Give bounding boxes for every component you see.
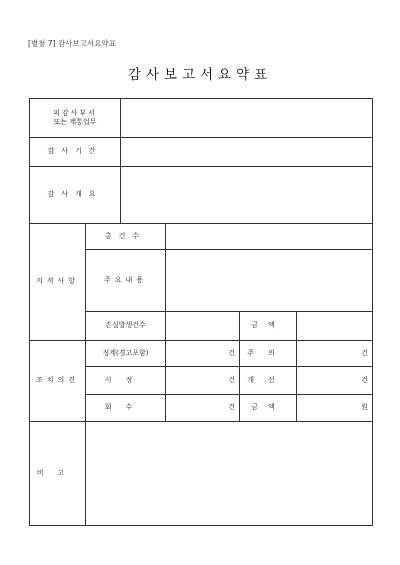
label-improvement: 개선 — [240, 367, 297, 395]
label-main-contents: 주요내용 — [86, 250, 166, 312]
label-audited-dept-line2: 또는 계통업무 — [53, 118, 97, 126]
unit-case: 건 — [361, 348, 368, 357]
label-loss-count: 손실발생건수 — [86, 312, 166, 341]
label-correction: 시정 — [86, 367, 166, 395]
audit-summary-table — [29, 98, 373, 526]
improvement-count-cell[interactable] — [297, 367, 373, 395]
label-warning: 주의 — [240, 341, 297, 367]
row-audit-period — [30, 138, 373, 167]
page-title: 감사보고서요약표 — [127, 67, 273, 83]
row-audited-dept — [30, 99, 373, 138]
label-audit-period: 감사기간 — [30, 138, 121, 167]
loss-amount-value[interactable] — [297, 312, 373, 341]
unit-case: 건 — [228, 403, 235, 412]
label-remarks: 비고 — [30, 422, 86, 526]
row-total-count — [30, 224, 373, 250]
label-audited-dept-line1: 피감사부서 — [53, 108, 97, 117]
correction-count-cell[interactable] — [166, 367, 240, 395]
label-recovery: 회수 — [86, 395, 166, 422]
unit-case: 건 — [228, 375, 235, 384]
remarks-value[interactable] — [86, 422, 373, 526]
unit-case: 건 — [361, 375, 368, 384]
attachment-caption: [별첨 7] 감사보고서요약표 — [28, 39, 116, 48]
warning-count-cell[interactable] — [297, 341, 373, 367]
recovery-count-cell[interactable] — [166, 395, 240, 422]
label-amount: 금액 — [240, 312, 297, 341]
row-discipline — [30, 341, 373, 367]
label-total-count: 총건수 — [86, 224, 166, 250]
row-audit-overview — [30, 167, 373, 224]
label-findings: 지적사항 — [30, 224, 86, 341]
label-audit-overview: 감사개요 — [30, 167, 121, 224]
recovery-amount-cell[interactable] — [297, 395, 373, 422]
loss-count-value[interactable] — [166, 312, 240, 341]
label-audited-dept — [30, 99, 121, 138]
row-remarks — [30, 422, 373, 526]
unit-won: 원 — [361, 403, 368, 412]
label-amount: 금액 — [240, 395, 297, 422]
audit-period-value[interactable] — [121, 138, 373, 167]
label-action-opinion: 조치의견 — [30, 341, 86, 422]
label-discipline: 징계(경고포함) — [86, 341, 166, 367]
audit-overview-value[interactable] — [121, 167, 373, 224]
total-count-value[interactable] — [166, 224, 373, 250]
unit-case: 건 — [228, 348, 235, 357]
main-contents-value[interactable] — [166, 250, 373, 312]
discipline-count-cell[interactable] — [166, 341, 240, 367]
audited-dept-value[interactable] — [121, 99, 373, 138]
